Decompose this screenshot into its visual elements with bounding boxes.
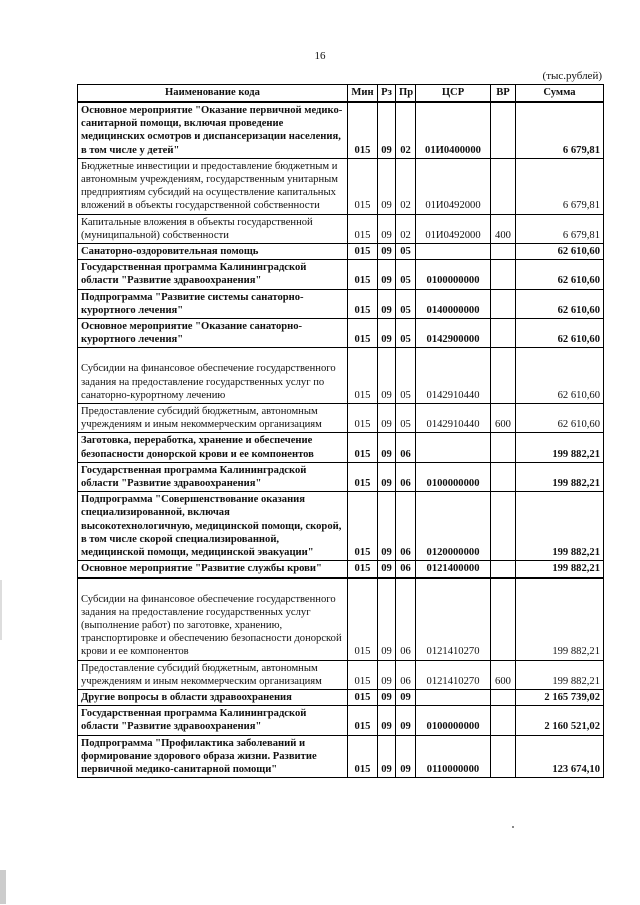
table-row <box>78 492 604 561</box>
row-vr: 400 <box>491 214 516 243</box>
row-min: 015 <box>348 689 378 705</box>
row-name: Подпрограмма "Совершенствование оказания специализированной, включая высокотехнологичную, медицинской помощи, скорой, в том числе скорой специализированной, медицинской помощи, медицинской эвакуации" <box>78 492 348 561</box>
row-name: Субсидии на финансовое обеспечение государственного задания на предоставление государственных услуг (выполнение работ) по заготовке, хранению, транспортировке и обеспечению безопасности донорской крови и ее компонентов <box>78 578 348 661</box>
row-min: 015 <box>348 260 378 289</box>
row-rz: 09 <box>378 689 396 705</box>
row-sum: 6 679,81 <box>516 214 604 243</box>
row-sum: 199 882,21 <box>516 492 604 561</box>
row-csr: 01И0492000 <box>416 214 491 243</box>
table-row <box>78 214 604 243</box>
row-rz: 09 <box>378 404 396 433</box>
row-rz: 09 <box>378 660 396 689</box>
row-pr: 09 <box>396 706 416 735</box>
table-row <box>78 244 604 260</box>
row-min: 015 <box>348 158 378 214</box>
row-vr <box>491 158 516 214</box>
scan-edge-mark <box>0 580 2 640</box>
row-csr: 0142910440 <box>416 404 491 433</box>
table-row <box>78 404 604 433</box>
row-pr: 06 <box>396 433 416 462</box>
table-row <box>78 260 604 289</box>
row-csr: 0142910440 <box>416 348 491 404</box>
row-name: Подпрограмма "Профилактика заболеваний и формирование здорового образа жизни. Развитие первичной медико-санитарной помощи" <box>78 735 348 778</box>
row-pr: 05 <box>396 244 416 260</box>
row-csr: 0142900000 <box>416 319 491 348</box>
scan-dot <box>512 826 514 828</box>
row-csr: 01И0400000 <box>416 102 491 158</box>
row-vr <box>491 561 516 578</box>
row-rz: 09 <box>378 214 396 243</box>
row-sum: 199 882,21 <box>516 578 604 661</box>
row-pr: 05 <box>396 289 416 318</box>
row-vr <box>491 492 516 561</box>
row-sum: 199 882,21 <box>516 561 604 578</box>
budget-table <box>77 84 604 778</box>
row-min: 015 <box>348 660 378 689</box>
row-name: Основное мероприятие "Оказание первичной медико-санитарной помощи, включая проведение медицинских осмотров и диспансеризации населения, в том числе у детей" <box>78 102 348 158</box>
row-vr: 600 <box>491 404 516 433</box>
table-row <box>78 319 604 348</box>
row-name: Предоставление субсидий бюджетным, автономным учреждениям и иным некоммерческим организациям <box>78 660 348 689</box>
row-vr: 600 <box>491 660 516 689</box>
page-number: 16 <box>314 50 326 62</box>
row-rz: 09 <box>378 348 396 404</box>
row-sum: 62 610,60 <box>516 319 604 348</box>
row-csr: 0100000000 <box>416 462 491 491</box>
row-vr <box>491 706 516 735</box>
column-header-min: Мин <box>348 85 378 103</box>
row-min: 015 <box>348 214 378 243</box>
row-pr: 02 <box>396 158 416 214</box>
row-vr <box>491 348 516 404</box>
row-pr: 05 <box>396 260 416 289</box>
row-sum: 62 610,60 <box>516 404 604 433</box>
table-row <box>78 289 604 318</box>
row-vr <box>491 735 516 778</box>
row-name: Заготовка, переработка, хранение и обеспечение безопасности донорской крови и ее компонентов <box>78 433 348 462</box>
column-header-rz: Рз <box>378 85 396 103</box>
row-sum: 62 610,60 <box>516 260 604 289</box>
row-sum: 2 160 521,02 <box>516 706 604 735</box>
row-min: 015 <box>348 735 378 778</box>
row-pr: 02 <box>396 214 416 243</box>
row-pr: 06 <box>396 492 416 561</box>
row-csr: 0120000000 <box>416 492 491 561</box>
column-header-pr: Пр <box>396 85 416 103</box>
row-pr: 09 <box>396 735 416 778</box>
scan-edge-mark <box>0 870 6 904</box>
row-min: 015 <box>348 404 378 433</box>
column-header-sum: Сумма <box>516 85 604 103</box>
row-rz: 09 <box>378 260 396 289</box>
row-min: 015 <box>348 289 378 318</box>
row-vr <box>491 260 516 289</box>
row-min: 015 <box>348 348 378 404</box>
row-csr: 0100000000 <box>416 260 491 289</box>
row-sum: 199 882,21 <box>516 660 604 689</box>
units-label: (тыс.рублей) <box>542 70 602 82</box>
row-min: 015 <box>348 561 378 578</box>
row-sum: 6 679,81 <box>516 102 604 158</box>
column-header-name: Наименование кода <box>78 85 348 103</box>
row-name: Государственная программа Калининградской области "Развитие здравоохранения" <box>78 462 348 491</box>
row-rz: 09 <box>378 102 396 158</box>
row-csr: 0110000000 <box>416 735 491 778</box>
row-vr <box>491 289 516 318</box>
row-sum: 2 165 739,02 <box>516 689 604 705</box>
row-csr <box>416 244 491 260</box>
row-csr: 01И0492000 <box>416 158 491 214</box>
row-rz: 09 <box>378 561 396 578</box>
table-row <box>78 706 604 735</box>
row-vr <box>491 102 516 158</box>
row-min: 015 <box>348 492 378 561</box>
row-name: Основное мероприятие "Оказание санаторно-курортного лечения" <box>78 319 348 348</box>
table-row <box>78 735 604 778</box>
row-csr <box>416 689 491 705</box>
row-sum: 123 674,10 <box>516 735 604 778</box>
row-name: Субсидии на финансовое обеспечение государственного задания на предоставление государственных услуг по санаторно-курортному лечению <box>78 348 348 404</box>
row-rz: 09 <box>378 244 396 260</box>
row-name: Государственная программа Калининградской области "Развитие здравоохранения" <box>78 706 348 735</box>
row-csr: 0140000000 <box>416 289 491 318</box>
row-rz: 09 <box>378 433 396 462</box>
row-rz: 09 <box>378 289 396 318</box>
row-vr <box>491 462 516 491</box>
row-name: Подпрограмма "Развитие системы санаторно-курортного лечения" <box>78 289 348 318</box>
row-sum: 62 610,60 <box>516 348 604 404</box>
row-csr: 0121410270 <box>416 578 491 661</box>
row-vr <box>491 319 516 348</box>
table-row <box>78 158 604 214</box>
row-csr <box>416 433 491 462</box>
row-min: 015 <box>348 578 378 661</box>
row-pr: 06 <box>396 578 416 661</box>
row-rz: 09 <box>378 462 396 491</box>
row-pr: 06 <box>396 462 416 491</box>
row-pr: 05 <box>396 404 416 433</box>
row-name: Капитальные вложения в объекты государственной (муниципальной) собственности <box>78 214 348 243</box>
row-csr: 0121400000 <box>416 561 491 578</box>
row-sum: 199 882,21 <box>516 433 604 462</box>
row-min: 015 <box>348 319 378 348</box>
row-name: Другие вопросы в области здравоохранения <box>78 689 348 705</box>
row-name: Бюджетные инвестиции и предоставление бюджетным и автономным учреждениям, государственным унитарным предприятиям субсидий на осуществление капитальных вложений в объекты государственной собственности <box>78 158 348 214</box>
row-csr: 0121410270 <box>416 660 491 689</box>
row-min: 015 <box>348 102 378 158</box>
row-min: 015 <box>348 433 378 462</box>
table-row <box>78 689 604 705</box>
row-pr: 09 <box>396 689 416 705</box>
row-sum: 62 610,60 <box>516 244 604 260</box>
table-row <box>78 433 604 462</box>
row-vr <box>491 433 516 462</box>
row-pr: 02 <box>396 102 416 158</box>
row-name: Предоставление субсидий бюджетным, автономным учреждениям и иным некоммерческим организациям <box>78 404 348 433</box>
row-min: 015 <box>348 244 378 260</box>
row-rz: 09 <box>378 492 396 561</box>
row-rz: 09 <box>378 578 396 661</box>
row-sum: 62 610,60 <box>516 289 604 318</box>
row-min: 015 <box>348 462 378 491</box>
table-row <box>78 102 604 158</box>
row-name: Санаторно-оздоровительная помощь <box>78 244 348 260</box>
row-vr <box>491 578 516 661</box>
table-row <box>78 561 604 578</box>
row-min: 015 <box>348 706 378 735</box>
row-rz: 09 <box>378 158 396 214</box>
row-pr: 05 <box>396 319 416 348</box>
row-sum: 199 882,21 <box>516 462 604 491</box>
table-row <box>78 462 604 491</box>
row-rz: 09 <box>378 319 396 348</box>
row-sum: 6 679,81 <box>516 158 604 214</box>
table-row <box>78 348 604 404</box>
row-vr <box>491 244 516 260</box>
table-row <box>78 578 604 661</box>
table-row <box>78 660 604 689</box>
row-pr: 06 <box>396 660 416 689</box>
row-vr <box>491 689 516 705</box>
row-rz: 09 <box>378 706 396 735</box>
column-header-vr: ВР <box>491 85 516 103</box>
row-rz: 09 <box>378 735 396 778</box>
row-name: Основное мероприятие "Развитие службы крови" <box>78 561 348 578</box>
row-pr: 06 <box>396 561 416 578</box>
column-header-csr: ЦСР <box>416 85 491 103</box>
header-row <box>78 85 604 103</box>
row-name: Государственная программа Калининградской области "Развитие здравоохранения" <box>78 260 348 289</box>
row-csr: 0100000000 <box>416 706 491 735</box>
row-pr: 05 <box>396 348 416 404</box>
